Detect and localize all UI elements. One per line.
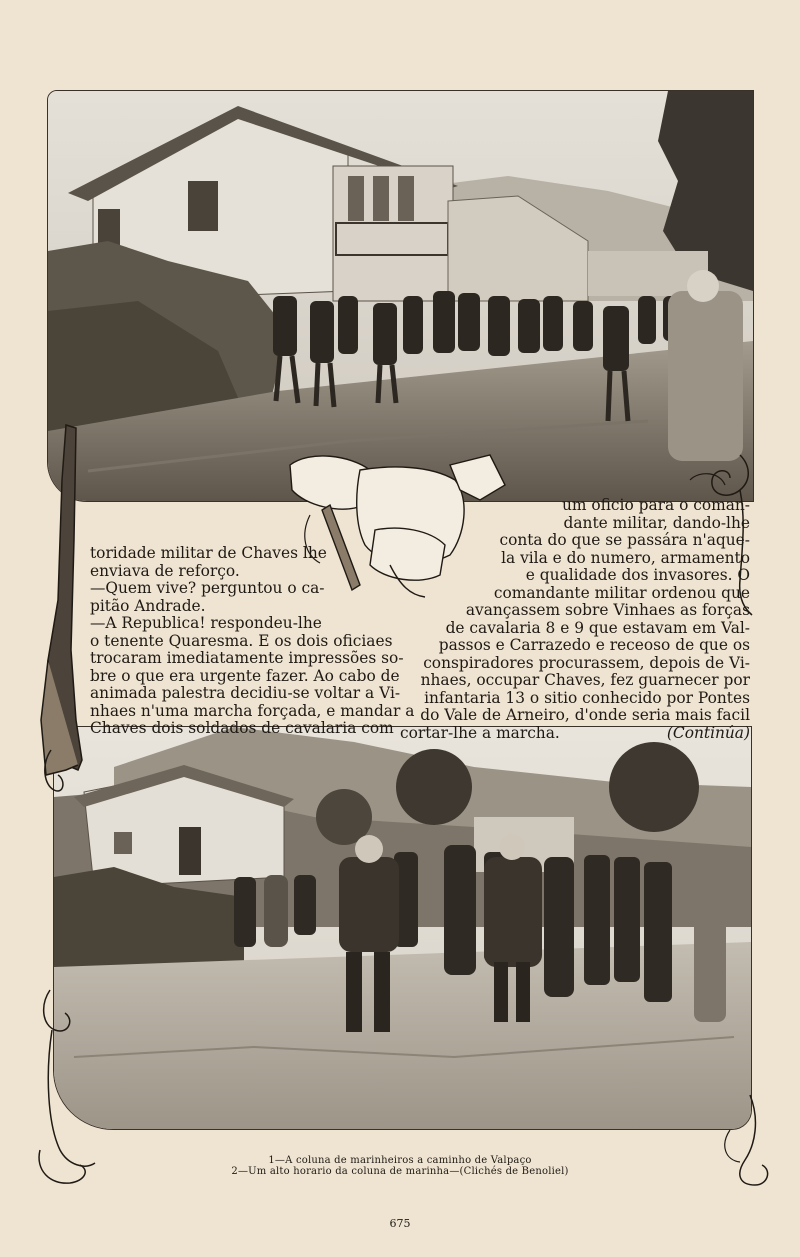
text-line: conta do que se passára n'aque-: [499, 531, 750, 549]
photo-column-halt: [53, 723, 752, 1130]
text-line: nhaes, occupar Chaves, fez guarnecer por: [420, 671, 750, 689]
rifle-ornament-icon: [36, 420, 86, 810]
article-right-column: [400, 497, 750, 742]
text-line: pitão Andrade.: [90, 596, 206, 615]
text-line: infantaria 13 o sitio conhecido por Pontes: [424, 688, 750, 707]
text-line: nhaes n'uma marcha forçada, e mandar a: [90, 701, 415, 720]
text-line: comandante militar ordenou que: [493, 583, 750, 602]
text-line: —A Republica! respondeu-lhe: [90, 614, 322, 632]
continua-note: (Continúa): [666, 723, 750, 742]
text-line: cortar-lhe a marcha.: [400, 723, 560, 742]
text-line: la vila e do numero, armamento: [501, 548, 750, 567]
text-line: enviava de reforço.: [90, 561, 240, 580]
text-line: —Quem vive? perguntou o ca-: [90, 579, 325, 597]
page-number: 675: [389, 1217, 411, 1230]
photo-captions: [0, 1155, 800, 1177]
article-left-column: [90, 544, 415, 738]
text-line: de cavalaria 8 e 9 que estavam em Val-: [445, 618, 750, 637]
photo-marching-column-image: [48, 91, 753, 501]
text-line: Chaves dois soldados de cavalaria com: [90, 719, 394, 737]
text-line: do Vale de Arneiro, d'onde seria mais facil: [420, 706, 750, 724]
text-line: bre o que era urgente fazer. Ao cabo de: [90, 666, 400, 685]
photo-marching-column: [47, 90, 754, 502]
text-line: dante militar, dando-lhe: [563, 513, 750, 532]
text-line: e qualidade dos invasores. O: [525, 566, 750, 584]
text-line: toridade militar de Chaves lhe: [90, 544, 327, 562]
caption-2: 2—Um alto horario da coluna de marinha—(Clichés de Benoliel): [231, 1166, 569, 1177]
text-line: animada palestra decidiu-se voltar a Vi-: [90, 684, 401, 702]
text-line: passos e Carrazedo e receoso de que os: [438, 636, 750, 654]
caption-1: 1—A coluna de marinheiros a caminho de Valpaço: [268, 1155, 532, 1166]
text-line: conspiradores procurassem, depois de Vi-: [423, 653, 750, 672]
photo-column-halt-image: [54, 723, 751, 1129]
last-line: [400, 725, 750, 743]
text-line: um oficio para o coman-: [561, 496, 750, 514]
text-line: avançassem sobre Vinhaes as forças: [465, 601, 750, 619]
text-line: o tenente Quaresma. E os dois oficiaes: [90, 631, 393, 650]
text-line: trocaram imediatamente impressões so-: [90, 649, 404, 667]
